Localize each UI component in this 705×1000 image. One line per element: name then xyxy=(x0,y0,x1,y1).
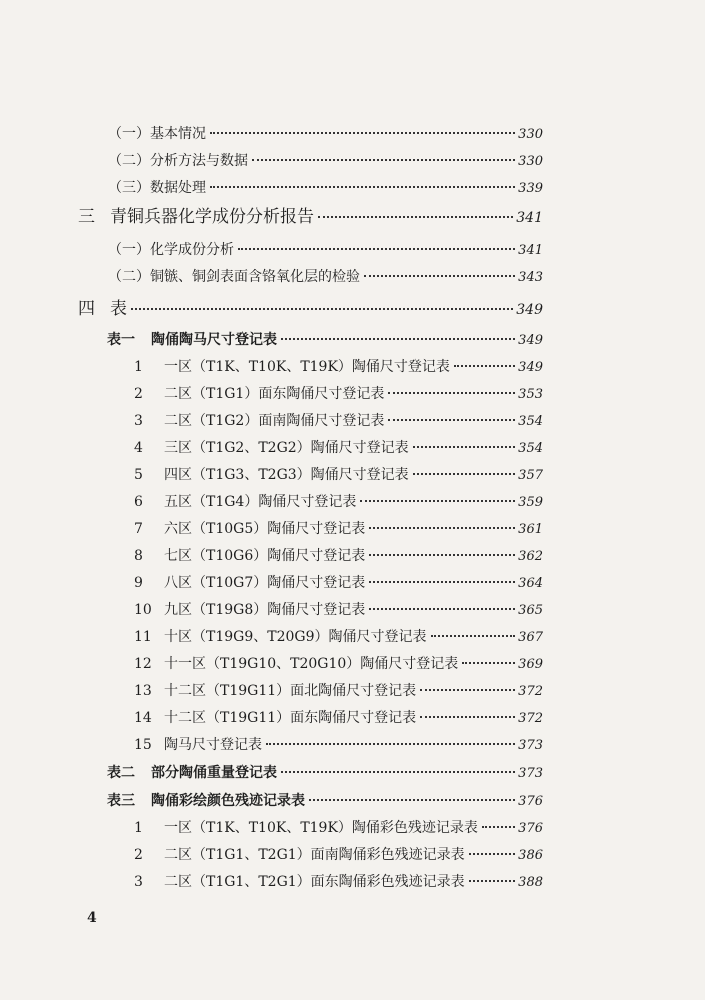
dot-leader xyxy=(364,275,515,277)
toc-entry-title: 青铜兵器化学成份分析报告 xyxy=(110,207,314,227)
toc-entry-number: 3 xyxy=(134,874,143,890)
dot-leader xyxy=(360,500,515,502)
dot-leader xyxy=(420,689,515,691)
toc-entry-page: 357 xyxy=(518,468,543,483)
toc-entry-title: 二区（T1G1、T2G1）面南陶俑彩色残迹记录表 xyxy=(164,847,465,863)
dot-leader xyxy=(266,743,515,745)
toc-entry-page: 343 xyxy=(518,270,543,285)
toc-entry-title: 三区（T1G2、T2G2）陶俑尺寸登记表 xyxy=(164,440,409,456)
toc-entry xyxy=(134,520,543,539)
toc-entry-title: 一区（T1K、T10K、T19K）陶俑彩色残迹记录表 xyxy=(164,820,478,836)
toc-entry-page: 349 xyxy=(516,302,543,318)
toc-entry-label xyxy=(107,792,305,810)
toc-entry-number: 13 xyxy=(134,683,152,699)
toc-entry xyxy=(134,628,543,647)
toc-entry-title: 十二区（T19G11）面东陶俑尺寸登记表 xyxy=(164,710,417,726)
dot-leader xyxy=(431,635,516,637)
toc-entry xyxy=(134,709,543,728)
toc-entry-number: 15 xyxy=(134,737,152,753)
toc-entry-title: （二）铜镞、铜剑表面含铬氧化层的检验 xyxy=(108,269,360,285)
toc-entry-label xyxy=(108,241,234,259)
dot-leader xyxy=(309,799,515,801)
toc-entry-label xyxy=(134,709,416,727)
toc-entry-title: （一）化学成份分析 xyxy=(108,242,234,258)
toc-entry xyxy=(134,873,543,892)
toc-entry-page: 364 xyxy=(518,576,543,591)
toc-entry-number: 2 xyxy=(134,847,143,863)
toc-entry-page: 365 xyxy=(518,603,543,618)
toc-entry-number: 3 xyxy=(134,413,143,429)
toc-entry-label xyxy=(134,493,356,511)
toc-entry xyxy=(134,574,543,593)
dot-leader xyxy=(238,248,515,250)
toc-entry-page: 330 xyxy=(518,127,543,142)
dot-leader xyxy=(388,419,515,421)
toc-entry-number: 表一 xyxy=(107,332,135,348)
dot-leader xyxy=(252,159,515,161)
toc-entry-title: （二）分析方法与数据 xyxy=(108,153,248,169)
toc-entry-title: 九区（T19G8）陶俑尺寸登记表 xyxy=(164,602,366,618)
toc-entry-page: 372 xyxy=(518,711,543,726)
dot-leader xyxy=(413,446,516,448)
toc-entry-page: 349 xyxy=(518,333,543,348)
toc-entry-page: 330 xyxy=(518,154,543,169)
toc-entry-label xyxy=(134,412,384,430)
toc-entry-label xyxy=(78,300,127,318)
toc-entry-page: 376 xyxy=(518,821,543,836)
toc-entry-number: 6 xyxy=(134,494,143,510)
toc-entry-label xyxy=(134,846,465,864)
toc-entry-page: 339 xyxy=(518,181,543,196)
toc-entry-page: 372 xyxy=(518,684,543,699)
toc-entry-page: 353 xyxy=(518,387,543,402)
toc-entry-title: 十一区（T19G10、T20G10）陶俑尺寸登记表 xyxy=(164,656,459,672)
toc-entry-title: 七区（T10G6）陶俑尺寸登记表 xyxy=(164,548,366,564)
toc-entry-title: 陶俑彩绘颜色残迹记录表 xyxy=(151,793,305,809)
toc-entry xyxy=(134,601,543,620)
toc-entry-label xyxy=(134,601,365,619)
toc-entry-label xyxy=(78,208,314,226)
dot-leader xyxy=(369,554,515,556)
toc-entry-label xyxy=(134,655,458,673)
toc-entry-title: 十二区（T19G11）面北陶俑尺寸登记表 xyxy=(164,683,417,699)
toc-entry-title: 二区（T1G2）面南陶俑尺寸登记表 xyxy=(164,413,385,429)
toc-entry-label xyxy=(134,574,365,592)
toc-entry xyxy=(134,846,543,865)
toc-entry-title: 陶俑陶马尺寸登记表 xyxy=(151,332,277,348)
toc-entry-number: 7 xyxy=(134,521,143,537)
toc-entry-title: （三）数据处理 xyxy=(108,180,206,196)
toc-entry-page: 369 xyxy=(518,657,543,672)
toc-entry xyxy=(107,331,543,350)
toc-entry-label xyxy=(107,764,277,782)
toc-entry-label xyxy=(134,385,384,403)
toc-entry-title: 部分陶俑重量登记表 xyxy=(151,765,277,781)
toc-entry-page: 359 xyxy=(518,495,543,510)
toc-entry-label xyxy=(134,466,409,484)
toc-entry-page: 386 xyxy=(518,848,543,863)
toc-entry-number: 14 xyxy=(134,710,152,726)
toc-entry-number: 2 xyxy=(134,386,143,402)
toc-entry xyxy=(134,412,543,431)
toc-entry xyxy=(78,300,543,319)
toc-entry-title: 陶马尺寸登记表 xyxy=(164,737,262,753)
dot-leader xyxy=(454,365,515,367)
dot-leader xyxy=(210,186,515,188)
toc-entry xyxy=(134,736,543,755)
dot-leader xyxy=(369,581,515,583)
toc-entry-page: 388 xyxy=(518,875,543,890)
toc-entry-number: 三 xyxy=(78,207,95,227)
toc-entry xyxy=(134,358,543,377)
toc-entry-label xyxy=(134,873,465,891)
toc-entry-page: 354 xyxy=(518,414,543,429)
toc-entry-number: 9 xyxy=(134,575,143,591)
toc-entry xyxy=(134,385,543,404)
toc-entry xyxy=(134,439,543,458)
toc-entry xyxy=(134,655,543,674)
toc-entry-title: （一）基本情况 xyxy=(108,126,206,142)
toc-entry-page: 376 xyxy=(518,794,543,809)
toc-entry xyxy=(108,125,543,144)
page-number: 4 xyxy=(87,910,97,926)
toc-entry-page: 361 xyxy=(518,522,543,537)
toc-entry xyxy=(134,547,543,566)
dot-leader xyxy=(369,608,515,610)
dot-leader xyxy=(420,716,515,718)
toc-entry-label xyxy=(134,547,365,565)
toc-entry-title: 四区（T1G3、T2G3）陶俑尺寸登记表 xyxy=(164,467,409,483)
toc-entry-title: 二区（T1G1）面东陶俑尺寸登记表 xyxy=(164,386,385,402)
toc-entry-title: 六区（T10G5）陶俑尺寸登记表 xyxy=(164,521,366,537)
dot-leader xyxy=(469,853,516,855)
toc-entry-number: 12 xyxy=(134,656,152,672)
toc-entry-label xyxy=(134,358,450,376)
toc-entry-page: 349 xyxy=(518,360,543,375)
dot-leader xyxy=(482,826,515,828)
toc-entry-label xyxy=(134,819,478,837)
toc-entry-number: 四 xyxy=(78,299,95,319)
toc-entry-label xyxy=(134,439,409,457)
toc-entry-number: 1 xyxy=(134,359,143,375)
toc-entry-title: 二区（T1G1、T2G1）面东陶俑彩色残迹记录表 xyxy=(164,874,465,890)
toc-entry-number: 5 xyxy=(134,467,143,483)
toc-entry xyxy=(134,466,543,485)
toc-entry xyxy=(78,208,543,227)
toc-entry-page: 341 xyxy=(518,243,543,258)
toc-entry-number: 11 xyxy=(134,629,152,645)
toc-entry-page: 367 xyxy=(518,630,543,645)
toc-entry-label xyxy=(134,682,416,700)
toc-entry-label xyxy=(108,179,206,197)
toc-entry-page: 362 xyxy=(518,549,543,564)
toc-entry-title: 八区（T10G7）陶俑尺寸登记表 xyxy=(164,575,366,591)
toc-entry xyxy=(108,268,543,287)
toc-entry-label xyxy=(134,628,427,646)
toc-entry-page: 373 xyxy=(518,766,543,781)
toc-entry-label xyxy=(134,520,365,538)
toc-entry xyxy=(134,493,543,512)
toc-entry xyxy=(134,682,543,701)
toc-entry-number: 表二 xyxy=(107,765,135,781)
toc-entry-label xyxy=(134,736,262,754)
toc-entry-label xyxy=(108,125,206,143)
toc-entry-label xyxy=(107,331,277,349)
dot-leader xyxy=(388,392,515,394)
toc-entry-number: 1 xyxy=(134,820,143,836)
toc-entry xyxy=(108,152,543,171)
dot-leader xyxy=(281,771,515,773)
dot-leader xyxy=(462,662,515,664)
toc-entry-label xyxy=(108,268,360,286)
toc-entry xyxy=(107,764,543,783)
toc-entry-title: 一区（T1K、T10K、T19K）陶俑尺寸登记表 xyxy=(164,359,450,375)
toc-entry-label xyxy=(108,152,248,170)
toc-entry xyxy=(134,819,543,838)
dot-leader xyxy=(469,880,516,882)
toc-entry-number: 4 xyxy=(134,440,143,456)
toc-entry-number: 表三 xyxy=(107,793,135,809)
toc-entry-page: 373 xyxy=(518,738,543,753)
dot-leader xyxy=(281,338,515,340)
dot-leader xyxy=(369,527,515,529)
toc-entry-number: 8 xyxy=(134,548,143,564)
dot-leader xyxy=(318,216,513,218)
dot-leader xyxy=(131,308,513,310)
toc-entry xyxy=(108,179,543,198)
toc-entry-title: 十区（T19G9、T20G9）陶俑尺寸登记表 xyxy=(164,629,427,645)
toc-entry-page: 354 xyxy=(518,441,543,456)
dot-leader xyxy=(413,473,516,475)
toc-entry-title: 五区（T1G4）陶俑尺寸登记表 xyxy=(164,494,357,510)
toc-entry-title: 表 xyxy=(110,299,127,319)
toc-entry-number: 10 xyxy=(134,602,152,618)
dot-leader xyxy=(210,132,515,134)
toc-entry xyxy=(108,241,543,260)
toc-entry-page: 341 xyxy=(516,210,543,226)
toc-entry xyxy=(107,792,543,811)
